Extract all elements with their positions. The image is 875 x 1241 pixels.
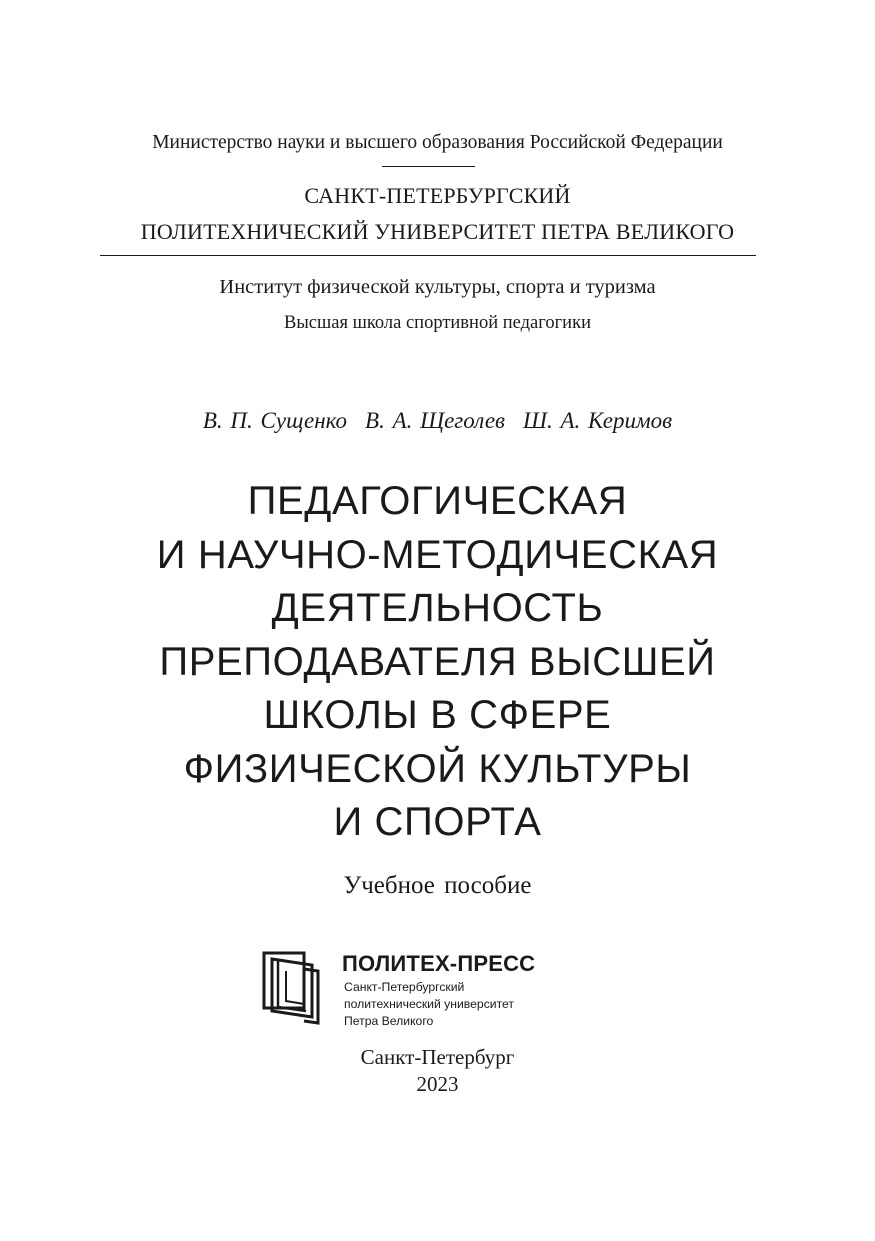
title-line: ШКОЛЫ В СФЕРЕ [263, 693, 612, 737]
university-name-line-2: ПОЛИТЕХНИЧЕСКИЙ УНИВЕРСИТЕТ ПЕТРА ВЕЛИКОГО [140, 219, 735, 244]
title-line: ДЕЯТЕЛЬНОСТЬ [271, 586, 604, 630]
short-divider [382, 166, 475, 167]
publisher-subtitle-line: Петра Великого [344, 1014, 434, 1028]
publisher-subtitle-line: Санкт-Петербургский [344, 980, 465, 994]
author: В. А. Щеголев [365, 408, 506, 433]
title-line: И СПОРТА [333, 800, 542, 844]
title-line: И НАУЧНО-МЕТОДИЧЕСКАЯ [156, 532, 719, 577]
imprint-city: Санкт-Петербург [360, 1045, 515, 1069]
long-divider [100, 255, 756, 256]
title-line: ПЕДАГОГИЧЕСКАЯ [247, 479, 628, 523]
school-name: Высшая школа спортивной педагогики [284, 313, 591, 333]
author: Ш. А. Керимов [523, 408, 673, 433]
institute-name: Институт физической культуры, спорта и туризма [219, 276, 656, 298]
authors [0, 408, 875, 434]
ministry-line: Министерство науки и высшего образования Российской Федерации [152, 132, 723, 153]
title-line: ПРЕПОДАВАТЕЛЯ ВЫСШЕЙ [159, 639, 716, 684]
author: В. П. Сущенко [202, 408, 348, 433]
book-logo-icon [262, 951, 320, 1025]
book-title [0, 475, 875, 850]
publication-type: Учебное пособие [343, 872, 532, 899]
university-name-line-1: САНКТ-ПЕТЕРБУРГСКИЙ [304, 183, 571, 208]
publisher-name: ПОЛИТЕХ-ПРЕСС [342, 951, 536, 976]
imprint-year: 2023 [416, 1072, 459, 1096]
publisher-subtitle-line: политехнический университет [344, 997, 514, 1011]
title-line: ФИЗИЧЕСКОЙ КУЛЬТУРЫ [183, 746, 692, 791]
publisher-logo [262, 951, 562, 1031]
